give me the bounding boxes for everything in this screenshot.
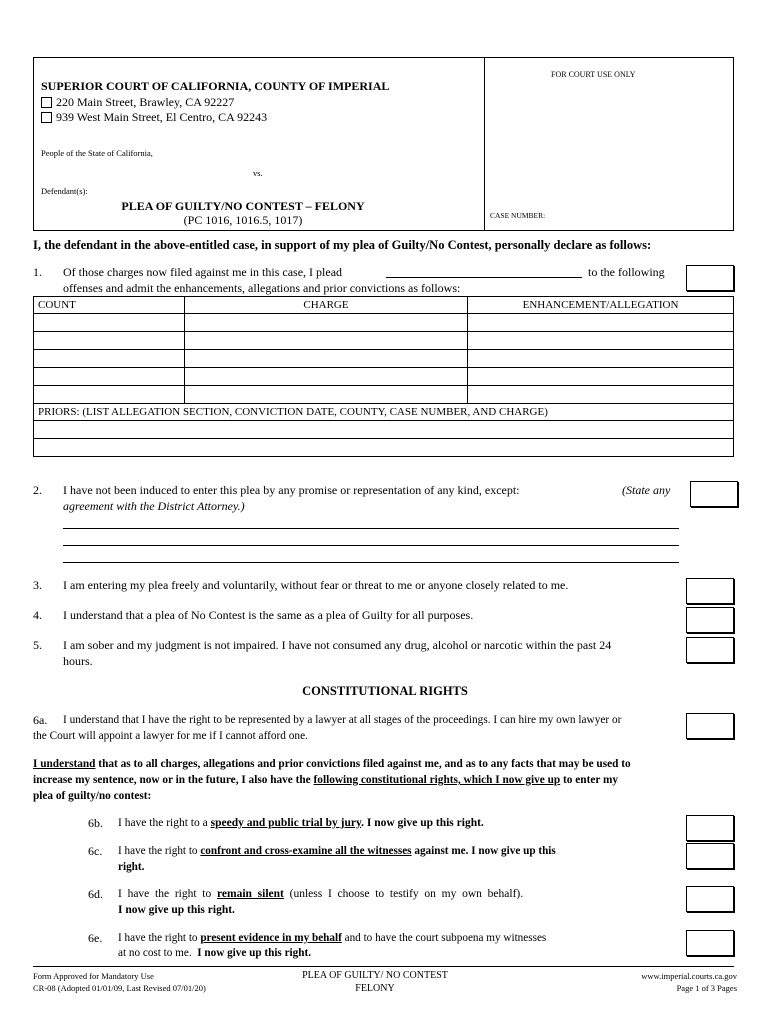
understand-line2 <box>33 772 618 788</box>
right-6c-text-c: right. <box>118 861 145 873</box>
right-6d-text-b: (unless I choose to testify on my own behalf). <box>283 888 524 900</box>
agreement-line-3[interactable] <box>63 562 679 563</box>
right-6d-text-c: I now give up this right. <box>118 904 235 916</box>
col-charge: CHARGE <box>185 297 468 314</box>
understand-line3: plea of guilty/no contest: <box>33 790 152 802</box>
item1-number: 1. <box>33 265 42 279</box>
table-row[interactable] <box>34 332 734 350</box>
right-6d-text-a: I have the right to <box>118 888 218 900</box>
right-6b-number: 6b. <box>88 816 103 830</box>
table-row[interactable] <box>34 439 734 457</box>
footer-website[interactable]: www.imperial.courts.ca.gov <box>641 971 737 981</box>
item2-text: I have not been induced to enter this plea by any promise or representation of any kind, except: <box>63 483 520 497</box>
court-use-label: FOR COURT USE ONLY <box>551 70 636 79</box>
vs-label: vs. <box>253 168 263 178</box>
item1-initial-box[interactable] <box>686 265 734 291</box>
footer-rule <box>33 966 734 967</box>
right-6c-number: 6c. <box>88 844 103 858</box>
item4-initial-box[interactable] <box>686 607 734 633</box>
footer-form-id: CR-08 (Adopted 01/01/09, Last Revised 07/01/20) <box>33 983 206 993</box>
right-6e-number: 6e. <box>88 931 103 945</box>
table-row[interactable] <box>34 421 734 439</box>
item5-number: 5. <box>33 638 42 652</box>
right-6d-initial-box[interactable] <box>686 886 734 912</box>
address-option-el-centro[interactable] <box>41 110 267 125</box>
item2-number: 2. <box>33 483 42 497</box>
right-6d-text <box>118 886 523 902</box>
people-label: People of the State of California, <box>41 148 153 158</box>
table-row[interactable] <box>34 314 734 332</box>
understand-underlined: I understand <box>33 758 96 770</box>
declaration-statement: I, the defendant in the above-entitled case, in support of my plea of Guilty/No Contest, personally declare as follows: <box>33 238 652 252</box>
understand-line1 <box>33 756 631 772</box>
item2-initial-box[interactable] <box>690 481 738 507</box>
right-6a-number: 6a. <box>33 713 48 727</box>
right-6c-text-a: I have the right to <box>118 845 201 857</box>
understand-text-1: that as to all charges, allegations and prior convictions filed against me, and as to any facts that may be used to <box>95 758 631 770</box>
address-option-brawley[interactable] <box>41 95 234 110</box>
el-centro-address: 939 West Main Street, El Centro, CA 92243 <box>56 110 268 124</box>
form-title-line2: (PC 1016, 1016.5, 1017) <box>183 213 303 227</box>
footer-right <box>641 970 737 994</box>
right-6c-underlined: confront and cross-examine all the witnesses <box>200 845 412 857</box>
item3-initial-box[interactable] <box>686 578 734 604</box>
court-name: SUPERIOR COURT OF CALIFORNIA, COUNTY OF IMPERIAL <box>41 79 390 93</box>
right-6e-text-a: I have the right to <box>118 932 201 944</box>
right-6e-text-b: and to have the court subpoena my witnesses <box>341 932 547 944</box>
form-title-line1: PLEA OF GUILTY/NO CONTEST – FELONY <box>121 199 365 213</box>
right-6e-line2 <box>118 945 311 961</box>
right-6b-text-b: . I now give up this right. <box>361 817 484 829</box>
understand-text-2b: to enter my <box>560 774 619 786</box>
right-6b-underlined: speedy and public trial by jury <box>210 817 362 829</box>
el-centro-checkbox[interactable] <box>41 112 52 123</box>
footer-center <box>270 969 480 995</box>
right-6c-text-b: against me. I now give up this <box>411 845 556 857</box>
charges-table <box>33 296 734 457</box>
understand-text-2a: increase my sentence, now or in the future, I also have the <box>33 774 314 786</box>
table-row[interactable] <box>34 386 734 404</box>
footer-page-number: Page 1 of 3 Pages <box>676 983 737 993</box>
right-6b-text <box>118 815 484 831</box>
caption-divider <box>484 57 485 231</box>
right-6e-text-c: at no cost to me. <box>118 947 198 959</box>
item5-text-line2: hours. <box>63 654 93 668</box>
brawley-checkbox[interactable] <box>41 97 52 108</box>
item5-text-line1: I am sober and my judgment is not impaired. I have not consumed any drug, alcohol or narcotic within the past 24 <box>63 638 612 652</box>
footer-approved: Form Approved for Mandatory Use <box>33 971 154 981</box>
item1-text-a: Of those charges now filed against me in this case, I plead <box>63 265 343 279</box>
item3-number: 3. <box>33 578 42 592</box>
item1-text-line2: offenses and admit the enhancements, allegations and prior convictions as follows: <box>63 281 461 295</box>
right-6e-underlined: present evidence in my behalf <box>200 932 342 944</box>
right-6e-initial-box[interactable] <box>686 930 734 956</box>
right-6b-text-a: I have the right to a <box>118 817 211 829</box>
case-number-label: CASE NUMBER: <box>490 211 546 220</box>
agreement-line-1[interactable] <box>63 528 679 529</box>
table-header-row <box>34 297 734 314</box>
plea-blank-line[interactable] <box>386 277 582 278</box>
right-6e-text <box>118 930 546 946</box>
item2-italic-b: agreement with the District Attorney.) <box>63 499 245 513</box>
col-count: COUNT <box>34 297 185 314</box>
right-6a-initial-box[interactable] <box>686 713 734 739</box>
form-title <box>108 199 378 227</box>
right-6d-number: 6d. <box>88 887 103 901</box>
table-row[interactable] <box>34 350 734 368</box>
right-6c-text <box>118 843 556 859</box>
footer-title: PLEA OF GUILTY/ NO CONTEST <box>302 970 448 981</box>
priors-header-row <box>34 404 734 421</box>
right-6c-initial-box[interactable] <box>686 843 734 869</box>
right-6b-initial-box[interactable] <box>686 815 734 841</box>
agreement-line-2[interactable] <box>63 545 679 546</box>
item4-text: I understand that a plea of No Contest is the same as a plea of Guilty for all purposes. <box>63 608 474 622</box>
item3-text: I am entering my plea freely and voluntarily, without fear or threat to me or anyone closely related to me. <box>63 578 569 592</box>
priors-label: PRIORS: (LIST ALLEGATION SECTION, CONVICTION DATE, COUNTY, CASE NUMBER, AND CHARGE) <box>34 404 734 421</box>
item5-initial-box[interactable] <box>686 637 734 663</box>
table-row[interactable] <box>34 368 734 386</box>
item4-number: 4. <box>33 608 42 622</box>
item1-text-b: to the following <box>588 265 665 279</box>
understand-underlined-2: following constitutional rights, which I now give up <box>313 774 561 786</box>
col-enhancement: ENHANCEMENT/ALLEGATION <box>468 297 734 314</box>
footer-subtitle: FELONY <box>355 983 395 994</box>
brawley-address: 220 Main Street, Brawley, CA 92227 <box>56 95 235 109</box>
footer-left <box>33 970 206 994</box>
defendant-label: Defendant(s): <box>41 186 88 196</box>
item2-italic-a: (State any <box>622 483 671 497</box>
rights-heading: CONSTITUTIONAL RIGHTS <box>302 684 468 698</box>
right-6e-text-d: I now give up this right. <box>197 947 311 959</box>
right-6a-line1: I understand that I have the right to be represented by a lawyer at all stages of the proceedings. I can hire my own lawyer or <box>63 714 622 726</box>
right-6a-line2: the Court will appoint a lawyer for me if I cannot afford one. <box>33 730 308 742</box>
right-6d-underlined: remain silent <box>217 888 284 900</box>
